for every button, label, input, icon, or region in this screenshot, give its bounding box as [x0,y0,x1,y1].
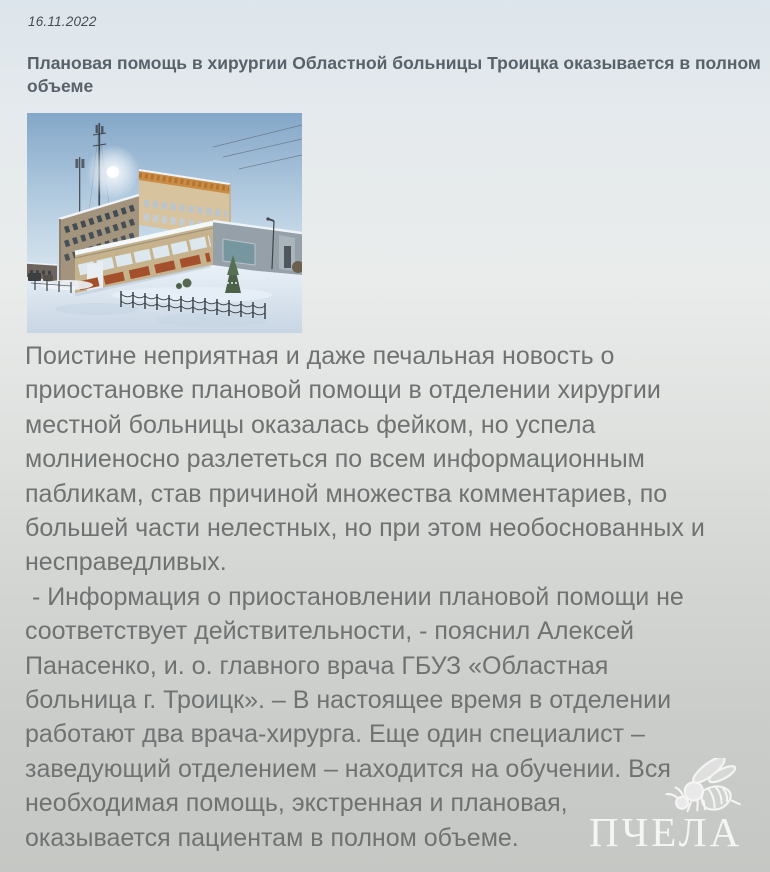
pchela-watermark [583,758,770,862]
body-line: Поистине неприятная и даже печальная новость о [25,342,615,370]
body-line: большей части нелестных, но при этом необоснованных и [25,514,705,543]
body-line: местной больницы оказалась фейком, но успела [25,410,596,439]
hospital-photo [27,113,302,333]
article-date: 16.11.2022 [28,14,97,29]
body-line: - Информация о приостановлении плановой помощи не [25,582,684,611]
article-title: Плановая помощь в хирургии Областной больницы Троицка оказывается в полном объеме [27,53,761,96]
body-line: пабликам, став причиной множества комментариев, по [25,479,668,508]
body-line: приостановке плановой помощи в отделении хирургии [25,376,661,405]
body-line: работают два врача-хирурга. Еще один специалист – [25,720,645,749]
body-line: молниеносно разлететься по всем информационным [25,445,645,474]
body-line: больница г. Троицк». – В настоящее время в отделении [25,686,672,715]
body-line: оказывается пациентам в полном объеме. [25,823,519,852]
body-line: заведующий отделением – находится на обучении. Вся [25,754,671,783]
watermark-label: ПЧЕЛА [589,809,743,855]
sun-core [107,166,119,178]
body-line: необходимая помощь, экстренная и плановая, [25,789,568,818]
body-line: несправедливых. [25,548,227,577]
hospital-photo-illustration [27,113,302,333]
body-line: соответствует действительности, - пояснил Алексей [25,617,634,646]
body-line: Панасенко, и. о. главного врача ГБУЗ «Областная [25,651,609,680]
